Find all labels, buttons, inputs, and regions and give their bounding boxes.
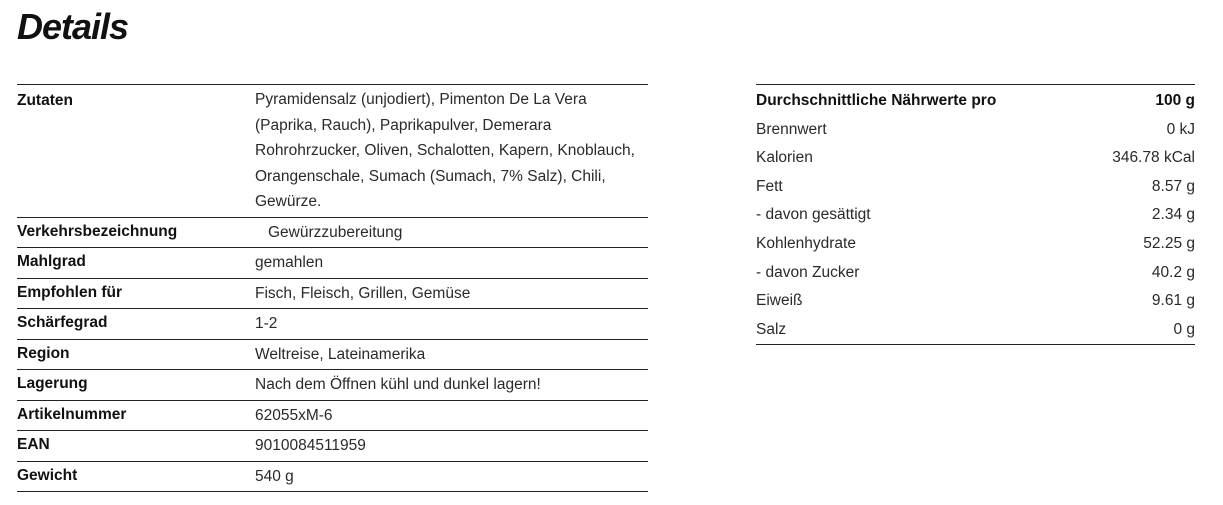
nutrition-label: - davon Zucker xyxy=(756,263,860,281)
nutrition-row-kohlenhydrate xyxy=(756,230,1195,259)
page-title: Details xyxy=(17,6,129,47)
details-label: Schärfegrad xyxy=(17,309,255,340)
details-row-verkehrsbezeichnung xyxy=(17,217,648,248)
details-row-empfohlen xyxy=(17,278,648,309)
details-label: Artikelnummer xyxy=(17,400,255,431)
nutrition-value: 2.34 g xyxy=(1151,206,1195,224)
details-table xyxy=(17,84,648,492)
details-label: Mahlgrad xyxy=(17,248,255,279)
nutrition-label: Kalorien xyxy=(756,149,813,167)
nutrition-row-salz xyxy=(756,316,1195,345)
details-value: Weltreise, Lateinamerika xyxy=(255,339,648,370)
nutrition-label: Brennwert xyxy=(756,120,827,138)
nutrition-label: Salz xyxy=(756,320,787,338)
nutrition-value: 0 g xyxy=(1173,320,1195,338)
nutrition-label: - davon gesättigt xyxy=(756,206,871,224)
details-value: Gewürzzubereitung xyxy=(255,217,648,248)
nutrition-row-kalorien xyxy=(756,144,1195,173)
details-row-gewicht xyxy=(17,461,648,492)
details-value: Fisch, Fleisch, Grillen, Gemüse xyxy=(255,278,648,309)
details-label: EAN xyxy=(17,431,255,462)
details-label: Gewicht xyxy=(17,466,78,484)
nutrition-value: 8.57 g xyxy=(1151,177,1195,195)
nutrition-row-brennwert xyxy=(756,116,1195,145)
details-value: Nach dem Öffnen kühl und dunkel lagern! xyxy=(255,370,648,401)
nutrition-header-row xyxy=(756,85,1195,116)
details-row-artikelnummer xyxy=(17,400,648,431)
details-label: Empfohlen für xyxy=(17,278,255,309)
nutrition-value: 52.25 g xyxy=(1143,234,1195,252)
details-value: gemahlen xyxy=(255,248,648,279)
details-row-region xyxy=(17,339,648,370)
nutrition-row-fett xyxy=(756,173,1195,202)
details-label: Zutaten xyxy=(17,85,255,218)
nutrition-label: Fett xyxy=(756,177,783,195)
nutrition-row-gesaettigt xyxy=(756,201,1195,230)
details-row-lagerung xyxy=(17,370,648,401)
details-label: Lagerung xyxy=(17,370,255,401)
nutrition-value: 40.2 g xyxy=(1151,263,1195,281)
nutrition-label: Kohlenhydrate xyxy=(756,234,856,252)
details-label: Region xyxy=(17,339,255,370)
nutrition-value: 346.78 kCal xyxy=(1112,149,1195,167)
nutrition-table xyxy=(756,84,1195,345)
details-value: 540 g xyxy=(255,467,294,485)
nutrition-row-eiweiss xyxy=(756,287,1195,316)
details-value: 9010084511959 xyxy=(255,431,648,462)
nutrition-value: 0 kJ xyxy=(1166,120,1195,138)
details-value: Pyramidensalz (unjodiert), Pimenton De La Vera (Paprika, Rauch), Paprikapulver, Demerara Rohrohrzucker, Oliven, Schalotten, Kapern, Knoblauch, Orangenschale, Sumach (Sumach, 7% Salz), Chili, Gewürze. xyxy=(255,85,648,218)
details-label: Verkehrsbezeichnung xyxy=(17,217,255,248)
nutrition-header-label: Durchschnittliche Nährwerte pro xyxy=(756,92,997,109)
nutrition-label: Eiweiß xyxy=(756,292,803,310)
details-value: 1-2 xyxy=(255,309,648,340)
details-row-zutaten xyxy=(17,85,648,218)
nutrition-value: 9.61 g xyxy=(1151,292,1195,310)
details-row-mahlgrad xyxy=(17,248,648,279)
details-value: 62055xM-6 xyxy=(255,400,648,431)
nutrition-header-value: 100 g xyxy=(1155,92,1195,109)
details-row-schaerfegrad xyxy=(17,309,648,340)
details-row-ean xyxy=(17,431,648,462)
nutrition-row-zucker xyxy=(756,259,1195,288)
